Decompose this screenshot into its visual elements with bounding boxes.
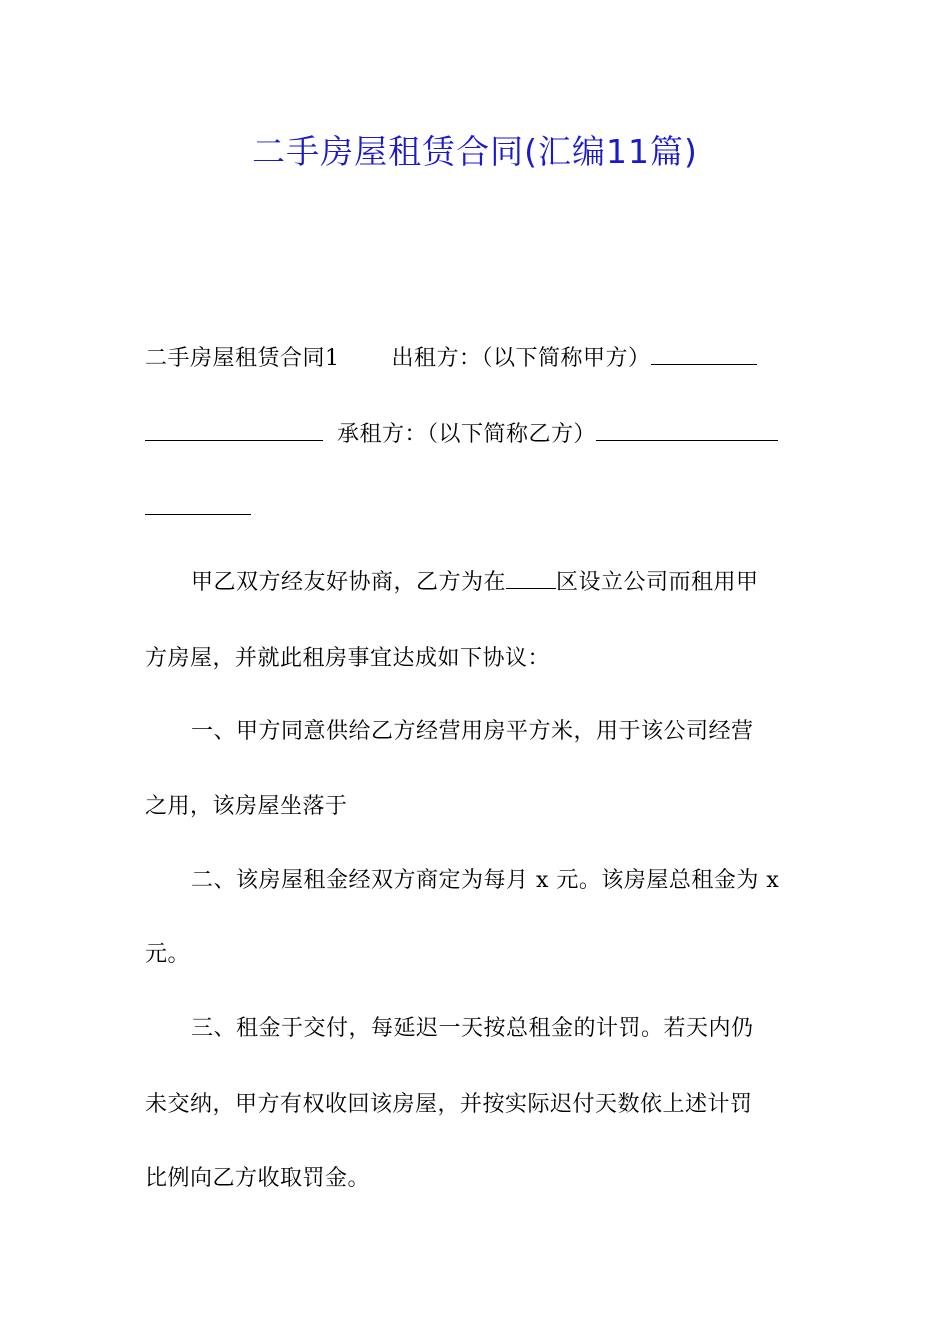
clause-2-line-2: 元。 <box>145 942 191 967</box>
lessee-blank <box>596 420 778 441</box>
paragraph-intro-line-2: 方房屋，并就此租房事宜达成如下协议： <box>145 646 551 671</box>
lessor-blank-continued <box>145 420 323 441</box>
clause-3-line-3: 比例向乙方收取罚金。 <box>145 1166 371 1191</box>
lessor-blank <box>651 344 757 365</box>
clause-3-line-2: 未交纳，甲方有权收回该房屋，并按实际迟付天数依上述计罚 <box>145 1092 753 1117</box>
contract-number-label: 二手房屋租赁合同1 <box>145 346 340 371</box>
lessee-label: 承租方：（以下简称乙方） <box>337 422 597 447</box>
paragraph-intro-line-1 <box>145 568 856 598</box>
intro-text-b: 区设立公司而租用甲 <box>556 570 759 595</box>
clause-1-line-1: 一、甲方同意供给乙方经营用房平方米，用于该公司经营 <box>191 719 754 744</box>
intro-text-a: 甲乙双方经友好协商，乙方为在 <box>191 570 507 595</box>
header-line-3 <box>145 494 810 524</box>
clause-3-line-1: 三、租金于交付，每延迟一天按总租金的计罚。若天内仍 <box>191 1016 754 1041</box>
clause-2-line-1: 二、该房屋租金经双方商定为每月 x 元。该房屋总租金为 x <box>191 868 780 893</box>
district-blank <box>506 568 556 589</box>
header-line-1 <box>145 344 810 374</box>
header-line-2 <box>145 420 810 450</box>
document-title: 二手房屋租赁合同(汇编11篇) <box>252 132 698 171</box>
lessee-blank-continued <box>145 494 251 515</box>
clause-1-line-2: 之用，该房屋坐落于 <box>145 794 348 819</box>
lessor-label: 出租方：（以下简称甲方） <box>391 346 651 371</box>
